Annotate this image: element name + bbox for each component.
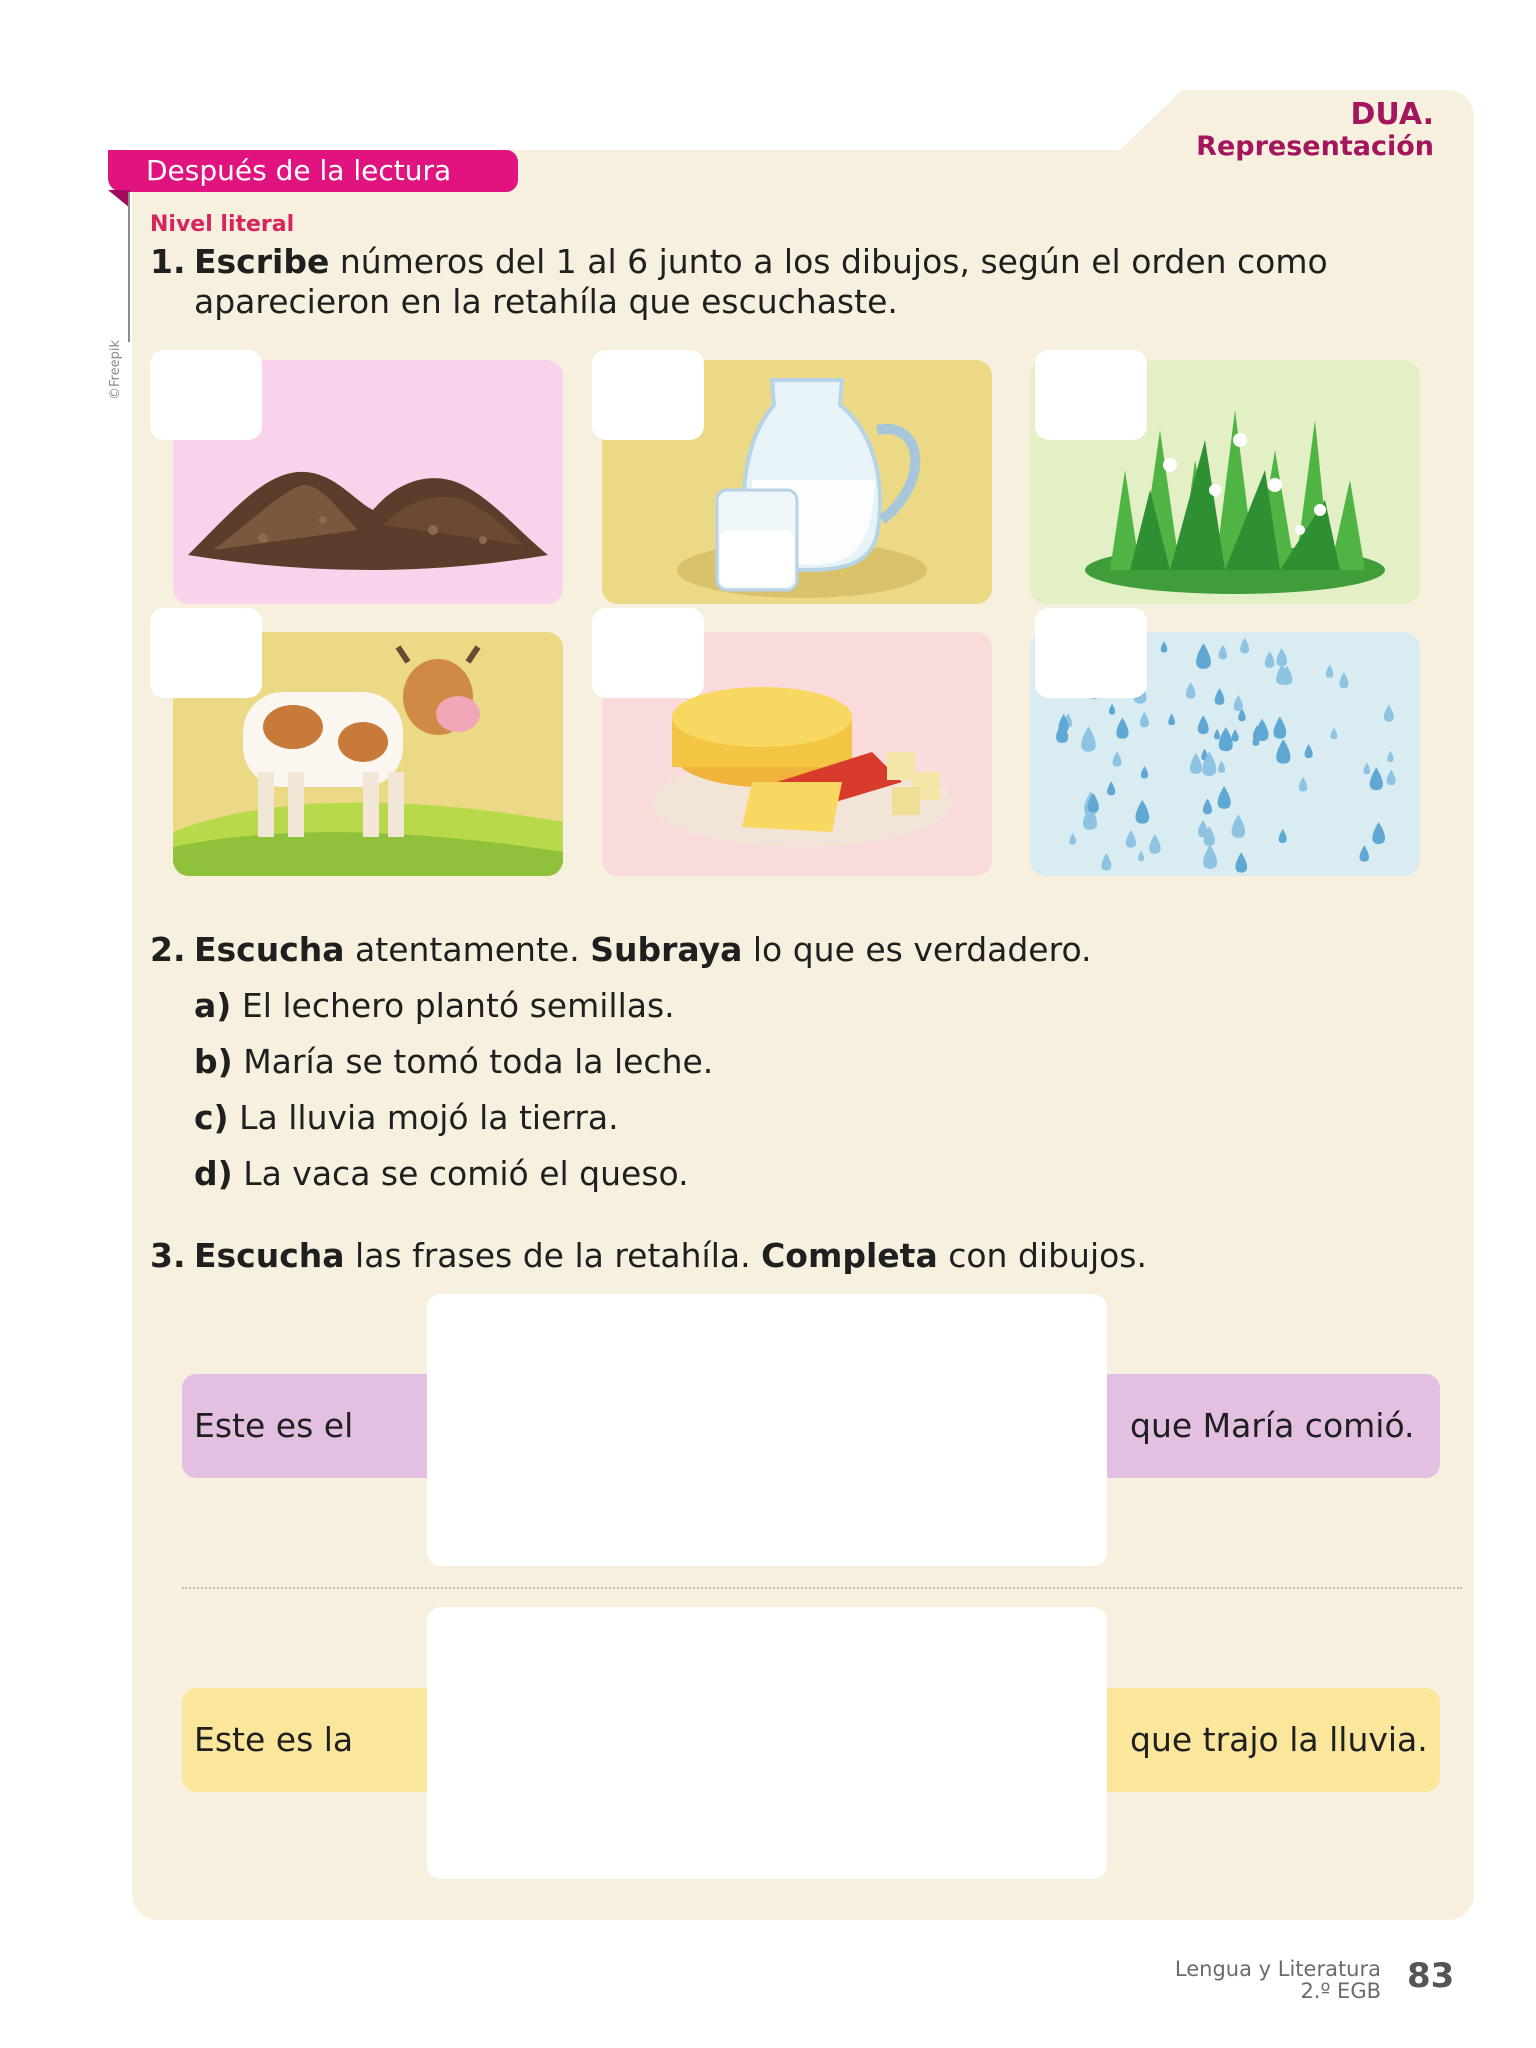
- rain-drop: [1384, 705, 1394, 722]
- number-box[interactable]: [150, 350, 262, 440]
- section-tab: Después de la lectura: [108, 150, 518, 192]
- rain-drop: [1387, 769, 1396, 785]
- sentence-end-2: que trajo la lluvia.: [1095, 1688, 1440, 1792]
- rain-drop: [1235, 852, 1247, 872]
- question-1-line2: aparecieron en la retahíla que escuchaste.: [194, 282, 898, 321]
- question-1: [150, 242, 1328, 282]
- question-number: 1.: [150, 242, 186, 281]
- option-c[interactable]: [194, 1098, 619, 1138]
- option-text: María se tomó toda la leche.: [232, 1042, 714, 1081]
- rain-drop: [1364, 763, 1371, 775]
- rain-drop: [1215, 688, 1225, 705]
- rain-drop: [1370, 767, 1383, 790]
- rain-drop: [1273, 716, 1286, 738]
- number-box[interactable]: [592, 350, 704, 440]
- rain-drop: [1240, 638, 1249, 653]
- rain-drop: [1203, 845, 1217, 869]
- question-verb-underline: Subraya: [590, 930, 743, 969]
- rain-drop: [1116, 718, 1128, 739]
- sentence-end-1: que María comió.: [1095, 1374, 1440, 1478]
- rain-drop: [1299, 777, 1307, 792]
- rain-drop: [1276, 739, 1290, 764]
- question-text: lo que es verdadero.: [742, 930, 1092, 969]
- dua-heading: [1196, 98, 1434, 162]
- drawing-area-2[interactable]: [427, 1607, 1107, 1879]
- drawing-area-1[interactable]: [427, 1294, 1107, 1566]
- question-verb-listen: Escucha: [194, 930, 345, 969]
- subject-name: Lengua y Literatura: [1174, 1957, 1381, 1981]
- rain-drop: [1387, 751, 1393, 762]
- rain-drop: [1126, 830, 1136, 848]
- rain-drop: [1101, 853, 1111, 870]
- rain-drop: [1218, 786, 1231, 809]
- tab-fold: [108, 190, 130, 208]
- sentence-start-2: Este es la: [182, 1688, 442, 1792]
- rain-drop: [1135, 800, 1149, 824]
- rain-drop: [1107, 781, 1115, 795]
- option-a[interactable]: [194, 986, 675, 1026]
- rain-drop: [1326, 665, 1333, 678]
- question-verb-complete: Completa: [761, 1236, 938, 1275]
- rain-drop: [1138, 851, 1144, 862]
- option-letter: a): [194, 986, 232, 1025]
- option-letter: b): [194, 1042, 233, 1081]
- number-box[interactable]: [1035, 608, 1147, 698]
- option-d[interactable]: [194, 1154, 689, 1194]
- rain-drop: [1141, 766, 1148, 778]
- dua-subtitle: Representación: [1196, 131, 1434, 162]
- panel-top-cutout: [132, 90, 1182, 150]
- rain-drop: [1372, 822, 1385, 844]
- question-verb: Escribe: [194, 242, 330, 281]
- rain-drop: [1081, 726, 1096, 751]
- question-3: [150, 1236, 1147, 1276]
- rain-drop: [1161, 641, 1168, 652]
- rain-drop: [1203, 799, 1212, 815]
- footer-subject: [1175, 1958, 1381, 2002]
- option-letter: c): [194, 1098, 229, 1137]
- question-number: 2.: [150, 930, 186, 969]
- rain-drop: [1168, 714, 1175, 726]
- rain-drop: [1279, 829, 1287, 843]
- rain-drop: [1276, 648, 1286, 666]
- rain-drop: [1190, 753, 1202, 774]
- number-box[interactable]: [150, 608, 262, 698]
- number-box[interactable]: [592, 608, 704, 698]
- dotted-divider: [182, 1587, 1462, 1589]
- rain-drop: [1232, 729, 1239, 741]
- rain-drop: [1196, 643, 1211, 669]
- question-text: con dibujos.: [937, 1236, 1147, 1275]
- option-text: El lechero plantó semillas.: [231, 986, 675, 1025]
- dua-title: DUA.: [1350, 97, 1434, 132]
- rain-drop: [1149, 834, 1160, 854]
- rain-drop: [1186, 682, 1196, 698]
- rain-drop: [1339, 672, 1348, 688]
- question-text: atentamente.: [344, 930, 591, 969]
- rain-drop: [1331, 727, 1338, 739]
- rain-drop: [1214, 729, 1220, 740]
- level-label: Nivel literal: [150, 212, 295, 237]
- question-text: las frases de la retahíla.: [344, 1236, 762, 1275]
- option-letter: d): [194, 1154, 233, 1193]
- rain-drop: [1360, 845, 1369, 861]
- rain-drop: [1265, 651, 1275, 668]
- section-rule: [128, 192, 130, 342]
- rain-drop: [1113, 751, 1122, 766]
- sentence-start-1: Este es el: [182, 1374, 442, 1478]
- rain-drop: [1069, 833, 1076, 845]
- rain-drop: [1140, 712, 1149, 727]
- rain-drop: [1305, 744, 1313, 758]
- rain-drop: [1234, 695, 1243, 711]
- rain-drop: [1109, 704, 1115, 715]
- rain-drop: [1232, 814, 1246, 838]
- question-text: números del 1 al 6 junto a los dibujos, según el orden como: [329, 242, 1328, 281]
- rain-drop: [1218, 761, 1225, 773]
- image-credit: ©Freepik: [108, 340, 123, 400]
- question-verb-listen: Escucha: [194, 1236, 345, 1275]
- number-box[interactable]: [1035, 350, 1147, 440]
- question-2: [150, 930, 1092, 970]
- rain-drop: [1198, 715, 1209, 734]
- option-b[interactable]: [194, 1042, 713, 1082]
- rain-drop: [1219, 727, 1233, 751]
- option-text: La vaca se comió el queso.: [232, 1154, 689, 1193]
- page-number: 83: [1407, 1956, 1455, 1996]
- option-text: La lluvia mojó la tierra.: [228, 1098, 619, 1137]
- question-number: 3.: [150, 1236, 186, 1275]
- rain-drop: [1219, 645, 1228, 660]
- grade-level: 2.º EGB: [1300, 1979, 1381, 2003]
